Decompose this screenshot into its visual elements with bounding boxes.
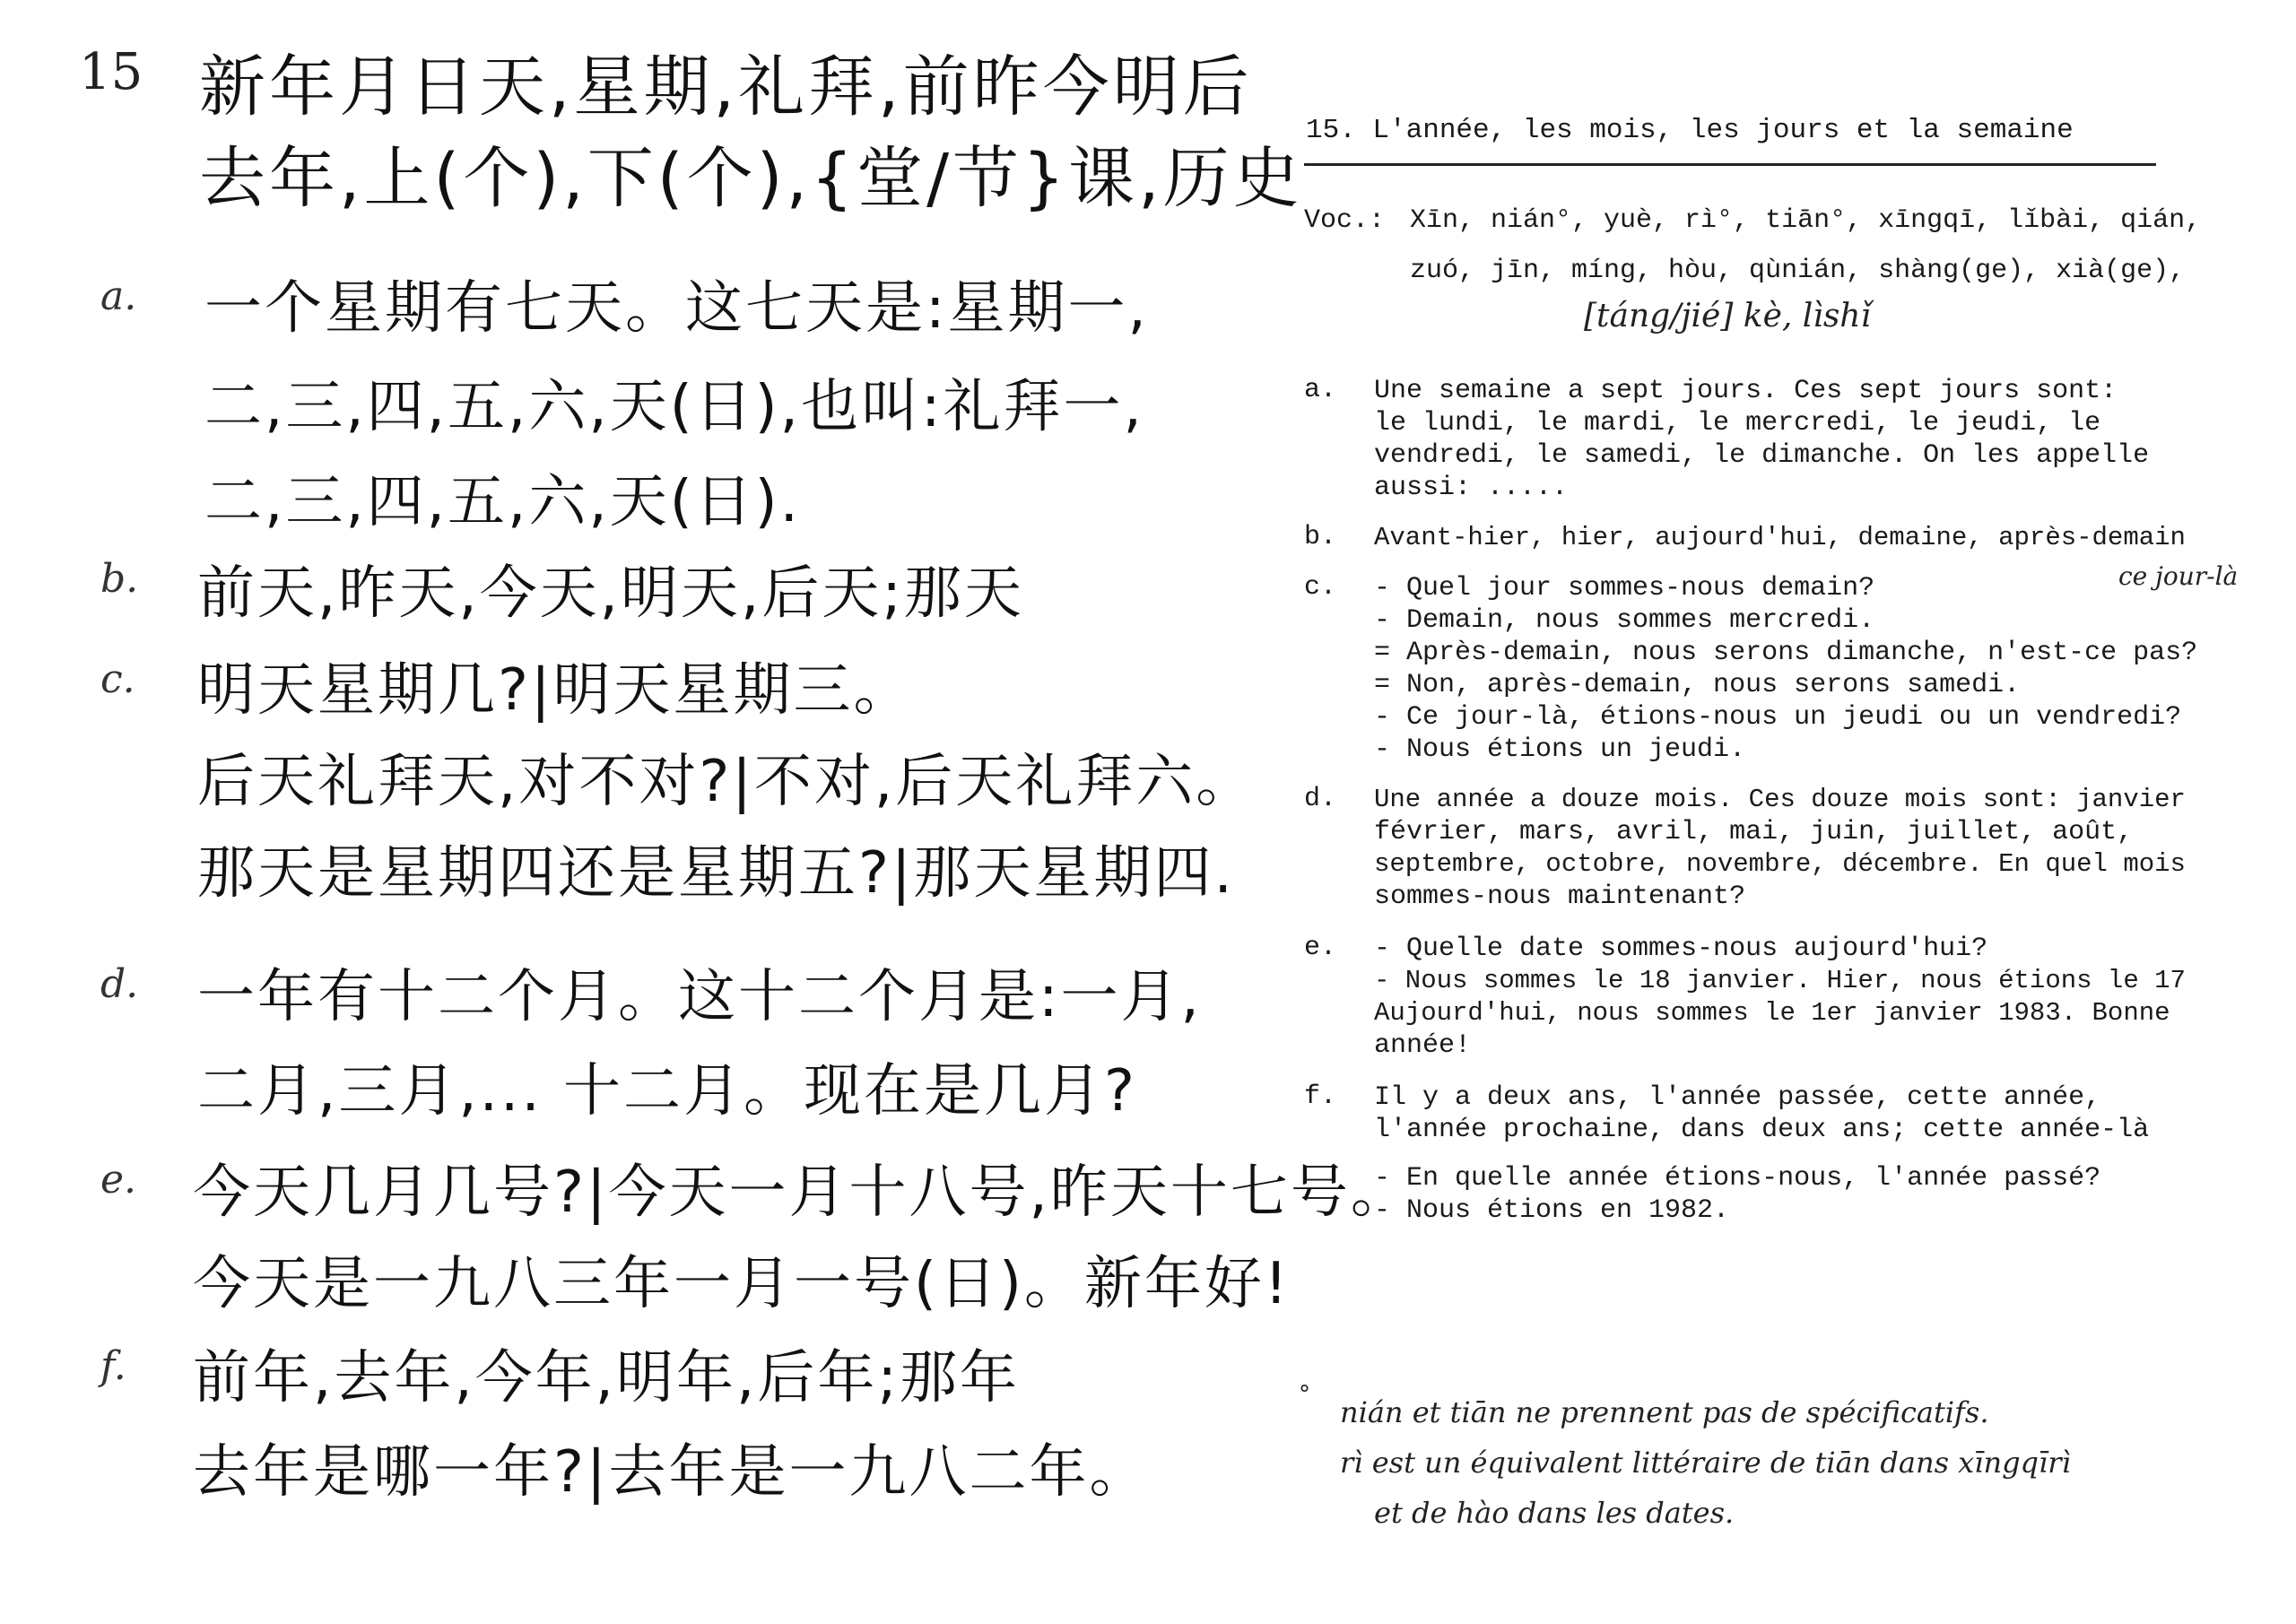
section-f-line: 前年,去年,今年,明年,后年;那年 — [193, 1345, 1020, 1411]
section-c-handnote: ce jour-là — [2118, 561, 2239, 591]
section-d-line: septembre, octobre, novembre, décembre. En quel mois — [1374, 849, 2186, 879]
section-a-line: aussi: ..... — [1374, 473, 1569, 503]
section-f-letter: f. — [100, 1343, 126, 1389]
voc-line: Xīn, nián°, yuè, rì°, tiān°, xīngqī, lǐbài, qián, — [1410, 205, 2202, 236]
section-e-line: - Quelle date sommes-nous aujourd'hui? — [1374, 934, 1988, 964]
section-c-line: - Nous étions un jeudi. — [1374, 734, 1746, 765]
section-a-letter: a. — [1304, 375, 1337, 405]
section-d-line: 一年有十二个月。这十二个月是:一月, — [197, 964, 1202, 1030]
section-d-line: Une année a douze mois. Ces douze mois sont: janvier — [1374, 785, 2186, 814]
section-e-line: année! — [1374, 1030, 1472, 1061]
footnote-line: et de hào dans les dates. — [1374, 1496, 1735, 1530]
section-f-letter: f. — [1304, 1081, 1337, 1112]
footnote-line: rì est un équivalent littéraire de tiān dans xīngqīrì — [1340, 1446, 2071, 1480]
vocab-title-line-2: 去年,上(个),下(个),{堂/节}课,历史 — [199, 140, 1303, 217]
section-a-line: le lundi, le mardi, le mercredi, le jeudi, le — [1374, 408, 2101, 439]
section-a-line: vendredi, le samedi, le dimanche. On les appelle — [1374, 440, 2150, 471]
section-c-line: 明天星期几?|明天星期三。 — [197, 657, 914, 724]
section-b-line: Avant-hier, hier, aujourd'hui, demaine, après-demain — [1374, 523, 2186, 552]
section-b-line: 前天,昨天,今天,明天,后天;那天 — [197, 560, 1024, 627]
section-d-letter: d. — [1304, 784, 1337, 814]
section-f-line: - En quelle année étions-nous, l'année passé? — [1374, 1163, 2101, 1194]
section-f-line: 去年是哪一年?|去年是一九八二年。 — [193, 1439, 1150, 1506]
section-e-line: 今天是一九八三年一月一号(日)。新年好! — [193, 1251, 1291, 1317]
section-e-line: - Nous sommes le 18 janvier. Hier, nous étions le 17 — [1374, 966, 2186, 995]
section-c-line: 后天礼拜天,对不对?|不对,后天礼拜六。 — [197, 749, 1257, 815]
title-underline — [1304, 163, 2156, 166]
section-e-line: 今天几月几号?|今天一月十八号,昨天十七号。 — [193, 1159, 1411, 1226]
section-b-letter: b. — [1304, 522, 1337, 552]
section-c-line: = Après-demain, nous serons dimanche, n'est-ce pas? — [1374, 638, 2198, 668]
section-a-line: Une semaine a sept jours. Ces sept jours sont: — [1374, 376, 2118, 406]
section-c-letter: c. — [100, 656, 135, 702]
lesson-title: 15. L'année, les mois, les jours et la semaine — [1306, 115, 2074, 146]
section-d-line: février, mars, avril, mai, juin, juillet, août, — [1374, 817, 2134, 847]
voc-label: Voc.: — [1304, 205, 1386, 236]
section-d-letter: d. — [100, 961, 139, 1007]
section-c-line: - Demain, nous sommes mercredi. — [1374, 605, 1875, 636]
footnote-mark: ° — [1299, 1381, 1310, 1408]
french-page — [1292, 0, 2296, 1624]
section-c-line: = Non, après-demain, nous serons samedi. — [1374, 670, 2021, 700]
section-a-line: 一个星期有七天。这七天是:星期一, — [204, 275, 1149, 342]
section-f-line: - Nous étions en 1982. — [1374, 1195, 1730, 1226]
footnote-line: nián et tiān ne prennent pas de spécificatifs. — [1340, 1395, 1989, 1429]
section-e-letter: e. — [1304, 933, 1337, 963]
section-c-line: 那天是星期四还是星期五?|那天星期四. — [197, 840, 1235, 907]
section-e-letter: e. — [100, 1157, 137, 1203]
section-a-line: 二,三,四,五,六,天(日),也叫:礼拜一, — [204, 374, 1144, 440]
section-c-letter: c. — [1304, 572, 1337, 603]
section-d-line: sommes-nous maintenant? — [1374, 881, 1746, 912]
section-a-line: 二,三,四,五,六,天(日). — [204, 469, 801, 535]
voc-line: zuó, jīn, míng, hòu, qùnián, shàng(ge), xià(ge), — [1410, 256, 2186, 286]
section-e-line: Aujourd'hui, nous sommes le 1er janvier 1983. Bonne — [1374, 998, 2170, 1028]
section-c-line: - Quel jour sommes-nous demain? — [1374, 573, 1875, 604]
vocab-title-line-1: 新年月日天,星期,礼拜,前昨今明后 — [199, 48, 1253, 126]
section-f-line: l'année prochaine, dans deux ans; cette année-là — [1374, 1115, 2150, 1145]
section-a-letter: a. — [100, 274, 137, 319]
section-b-letter: b. — [100, 556, 139, 602]
lesson-number: 15 — [79, 43, 144, 101]
section-d-line: 二月,三月,... 十二月。现在是几月? — [197, 1058, 1138, 1125]
voc-handwritten-addition: [táng/jié] kè, lìshǐ — [1584, 298, 1872, 334]
section-c-line: - Ce jour-là, étions-nous un jeudi ou un vendredi? — [1374, 702, 2182, 733]
section-f-line: Il y a deux ans, l'année passée, cette année, — [1374, 1082, 2101, 1113]
